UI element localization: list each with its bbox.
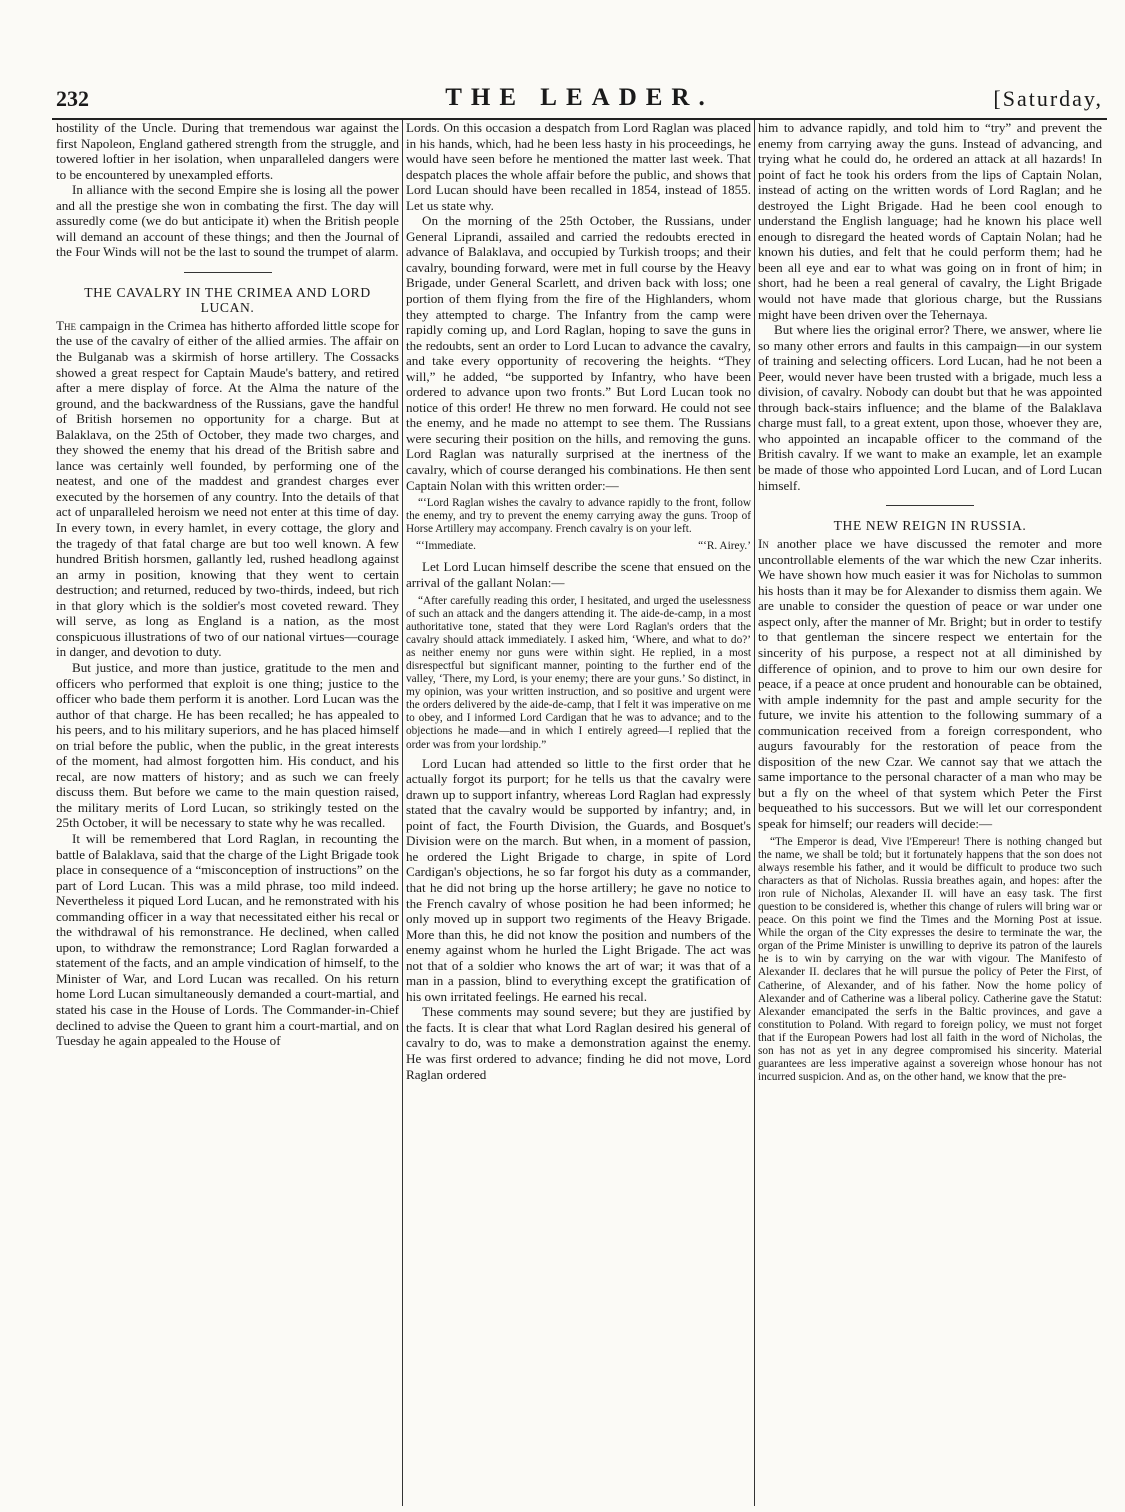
paragraph: In alliance with the second Empire she is losing all the power and all the prestige she won in combating the first. The day will assuredly come (we do but anticipate it) when the British people will demand an account of these things; and then the Journal of the Four Winds will not be the last to sound the trumpet of alarm. <box>56 182 399 260</box>
order-immediate: “‘Immediate. <box>416 540 476 553</box>
order-signature <box>406 540 751 559</box>
issue-day: [Saturday, <box>993 86 1103 111</box>
section-divider <box>886 505 974 506</box>
quoted-order: “‘Lord Raglan wishes the cavalry to advance rapidly to the front, follow the enemy, and try to prevent the enemy carrying away the guns. Troop of Horse Artillery may accompany. French cavalry is on your left. <box>406 497 751 536</box>
column-separator <box>754 120 755 1506</box>
paragraph: Let Lord Lucan himself describe the scene that ensued on the arrival of the gallant Nolan:— <box>406 559 751 590</box>
paragraph: Lord Lucan had attended so little to the first order that he actually forgot its purport; for he tells us that the cavalry were drawn up to support infantry, whereas Lord Raglan had expressly stated that the cavalry would be supported by infantry; and, in point of fact, the Fourth Division, the Guards, and Bosquet's Division were on the march. But when, in a moment of passion, he ordered the Light Brigade to charge, in spite of Lord Cardigan's objections, he so far forgot his duty as a commander, that he did not bring up the horse artillery; he gave no notice to the French cavalry of whose position he had been informed; he only moved up in support two regiments of the Heavy Brigade. More than this, he did not know the position and numbers of the enemy against whom he hurled the Light Brigade. The act was not that of a soldier who knows the art of war; it was that of a man in a passion, blind to everything except the gratification of his own irritated feelings. He earned his recal. <box>406 755 751 1004</box>
column-3 <box>758 120 1102 1506</box>
page-number: 232 <box>56 86 89 111</box>
column-separator <box>402 120 403 1506</box>
lead-word: The <box>56 317 76 333</box>
quoted-statement: “After carefully reading this order, I hesitated, and urged the uselessness of such an attack and the dangers attending it. The aide-de-camp, in a most authoritative tone, stated that they were Lord Raglan's orders that the cavalry should attack immediately. I asked him, ‘Where, and what to do?’ as neither enemy nor guns were within sight. He replied, in a most disrespectful but significant manner, pointing to the further end of the valley, ‘There, my Lord, is your enemy; there are your guns.’ So distinct, in my opinion, was your written instruction, and so positive and urgent were the orders delivered by the aide-de-camp, that I felt it was imperative on me to obey, and I informed Lord Cardigan that he was to advance; and to the objections he made—and in which I entirely agreed—I replied that the order was from your lordship.” <box>406 594 751 751</box>
paragraph: Lords. On this occasion a despatch from Lord Raglan was placed in his hands, which, had he been less hasty in his proceedings, he would have seen before he mentioned the matter last week. That despatch places the whole affair before the public, and shows that Lord Lucan should have been recalled in 1854, instead of 1855. Let us state why. <box>406 120 751 213</box>
paragraph: On the morning of the 25th October, the Russians, under General Liprandi, assailed and carried the redoubts erected in advance of Balaklava, and occupied by Turkish troops; and their cavalry, bounding forward, were met in full course by the Heavy Brigade, under General Scarlett, and driven back with loss; one portion of them flying from the fire of the Highlanders, whom they attempted to charge. The Infantry from the camp were rapidly coming up, and Lord Raglan, hoping to save the guns in the redoubts, sent an order to Lord Lucan to advance the cavalry, and take every opportunity of recovering the heights. “They will,” he added, “be supported by Infantry, who have been ordered to advance upon two fronts.” But Lord Lucan took no notice of this order! He threw no men forward. He could not see the enemy, and he made no attempt to see them. The Russians were securing their position on the hills, and removing the guns. Lord Raglan was naturally surprised at the inertness of the cavalry, which of course deranged his combinations. He then sent Captain Nolan with this written order:— <box>406 213 751 493</box>
paragraph: hostility of the Uncle. During that tremendous war against the first Napoleon, England gathered strength from the struggle, and towered loftier in her isolation, when unparalleled dangers were to be encountered by unexampled efforts. <box>56 120 399 182</box>
paragraph: But where lies the original error? There, we answer, where lie so many other errors and faults in this campaign—in our system of training and selecting officers. Lord Lucan, had he not been a Peer, would never have been trusted with a brigade, much less a division, of cavalry. Nobody can doubt but that he was appointed through back-stairs influence; and the blame of the Balaklava charge must fall, to a great extent, upon those, whoever they are, who appointed an incapable officer to the command of the British cavalry. If we want to make an example, let an example be made of those who appointed Lord Lucan, and of Lord Lucan himself. <box>758 322 1102 493</box>
column-2 <box>406 120 751 1506</box>
order-signatory: “‘R. Airey.’ <box>698 540 751 553</box>
article-heading-russia: THE NEW REIGN IN RUSSIA. <box>833 518 1027 534</box>
section-divider <box>184 272 272 273</box>
paragraph-text: another place we have discussed the remoter and more uncontrollable elements of the war which the new Czar inherits. We have shown how much easier it was for Nicholas to summon his hosts than it may be for Alexander to dismiss them again. We are unable to consider the question of peace or war under one aspect only, after the manner of Mr. Bright; but in order to testify to that gentleman the sincere respect we entertain for the sincerity of his purpose, a respect not at all diminished by difference of opinion, and to prove to him our own desire for peace, if a peace at once prudent and honourable can be obtained, with ample indemnity for the past and ample security for the future, we invite his attention to the following summary of a communication received from a foreign correspondent, who augurs favourably for the restoration of peace from the disposition of the new Czar. We cannot say that we attach the same importance to the personal character of a man who may be but a fly on the wheel of that system which Peter the First bequeathed to his successors. But we will let our correspondent speak for himself; our readers will decide:— <box>758 536 1102 831</box>
correspondent-quote: “The Emperor is dead, Vive l'Empereur! There is nothing changed but the name, we shall be told; but it fortunately happens that the son does not always resemble his father, and it would be difficult to produce two such characters as that of Nicholas. Russia breathes again, and hopes: after the iron rule of Nicholas, Alexander II. will have an easy task. The first question to be considered is, whether this change of rulers will bring war or peace. On this point we find the Times and the Morning Post at issue. While the organ of the City expresses the desire to terminate the war, the organ of the Prime Minister is unwilling to deprive its patron of the laurels he is to win by carrying on the war with vigour. The Manifesto of Alexander II. declares that he will pursue the policy of Peter the First, of Catherine, of Alexander, and of his father. Now the home policy of Alexander and of Catherine was a liberal policy. Catherine gave the Statut: Alexander emancipated the serfs in the Baltic provinces, and gave a constitution to Poland. With regard to foreign policy, we must not forget that if the European Powers had lost all faith in the word of Nicholas, the son has not as yet in any degree compromised his sincerity. Material guarantees are less imperative against a sovereign whose honour has not incurred suspicion. And as, on the other hand, we know that the pre- <box>758 835 1102 1084</box>
paragraph: These comments may sound severe; but they are justified by the facts. It is clear that what Lord Raglan desired his general of cavalry to do, was to make a demonstration against the enemy. He was first ordered to advance; finding he did not move, Lord Raglan ordered <box>406 1004 751 1082</box>
paragraph-text: campaign in the Crimea has hitherto afforded little scope for the use of the cavalry of either of the allied armies. The affair on the Bulganab was a skirmish of horse artillery. The Cossacks showed a great respect for Captain Maude's battery, and retired after a mere display of force. At the Alma the nature of the ground, and the backwardness of the Russians, gave the handful of British horsemen no opportunity for a charge. But at Balaklava, on the 25th of October, they made two charges, and they showed the enemy that his dread of the British sabre and lance was certainly well founded, by performing one of the neatest, and one of the maddest and grandest charges ever executed by the horsemen of any country. Into the details of that act of unparalleled heroism we need not enter at this time of day. In every town, in every hamlet, in every cottage, the glory and the tragedy of that fatal charge are but too well known. A few hundred British horsmen, gallantly led, rushed headlong against an army in position, knowing that they went to certain destruction; and returned, reduced by two-thirds, indeed, but rich in that glory which is the soldier's most coveted reward. They will serve, as long as England is a nation, as the most conspicuous illustrations of two of our national virtues—courage in danger, and devotion to duty. <box>56 317 399 660</box>
newspaper-title: THE LEADER. <box>445 84 714 111</box>
article-opening-paragraph <box>758 536 1102 831</box>
paragraph: him to advance rapidly, and told him to “try” and prevent the enemy from carrying away the guns. Instead of advancing, and trying what he could do, he ordered an attack at all hazards! In point of fact he took his orders from the lips of Captain Nolan, instead of acting on the written words of Lord Raglan; and he destroyed the Light Brigade. Had he been cool enough to understand the English language; had he known his place well enough to disregard the heated words of Captain Nolan; had he known his duties, and felt that he could perform them; had he been all eye and ear to what was going on in front of him; in short, had he been a real general of cavalry, the Light Brigade would not have made that glorious charge, but the Russians might have been driven over the Tehernaya. <box>758 120 1102 322</box>
column-1 <box>56 120 399 1506</box>
lead-word: In <box>758 536 769 552</box>
paragraph: It will be remembered that Lord Raglan, in recounting the battle of Balaklava, said that the charge of the Light Brigade took place in consequence of a “misconception of instructions” on the part of Lord Lucan. This was a mild phrase, too mild indeed. Nevertheless it piqued Lord Lucan, and he remonstrated with his commanding officer in a way that necessitated either his recal or the withdrawal of his remonstrance. He declined, when called upon, to withdraw the remonstrance; Lord Raglan forwarded a statement of the facts, and an ample vindication of himself, to the Minister of War, and Lord Lucan was recalled. On his return home Lord Lucan simultaneously demanded a court-martial, and stated his case in the House of Lords. The Commander-in-Chief declined to advise the Queen to grant him a court-martial, and on Tuesday he again appealed to the House of <box>56 830 399 1049</box>
paragraph: But justice, and more than justice, gratitude to the men and officers who performed that exploit is one thing; justice to the officer who bade them perform it is another. Lord Lucan was the author of that charge. He has been recalled; he has appealed to his peers, and to his military superiors, and he has placed himself on trial before the public, when the public, in the great interests of the moment, had almost forgotten him. His conduct, and his recal, are now matters of history; and as such we can freely discuss them. But before we came to the main question raised, the military merits of Lord Lucan, so strikingly tested on the 25th October, it will be necessary to state why he was recalled. <box>56 659 399 831</box>
article-opening-paragraph <box>56 318 399 660</box>
article-heading-cavalry: THE CAVALRY IN THE CRIMEA AND LORD LUCAN. <box>84 284 371 315</box>
page-header <box>56 86 1103 116</box>
